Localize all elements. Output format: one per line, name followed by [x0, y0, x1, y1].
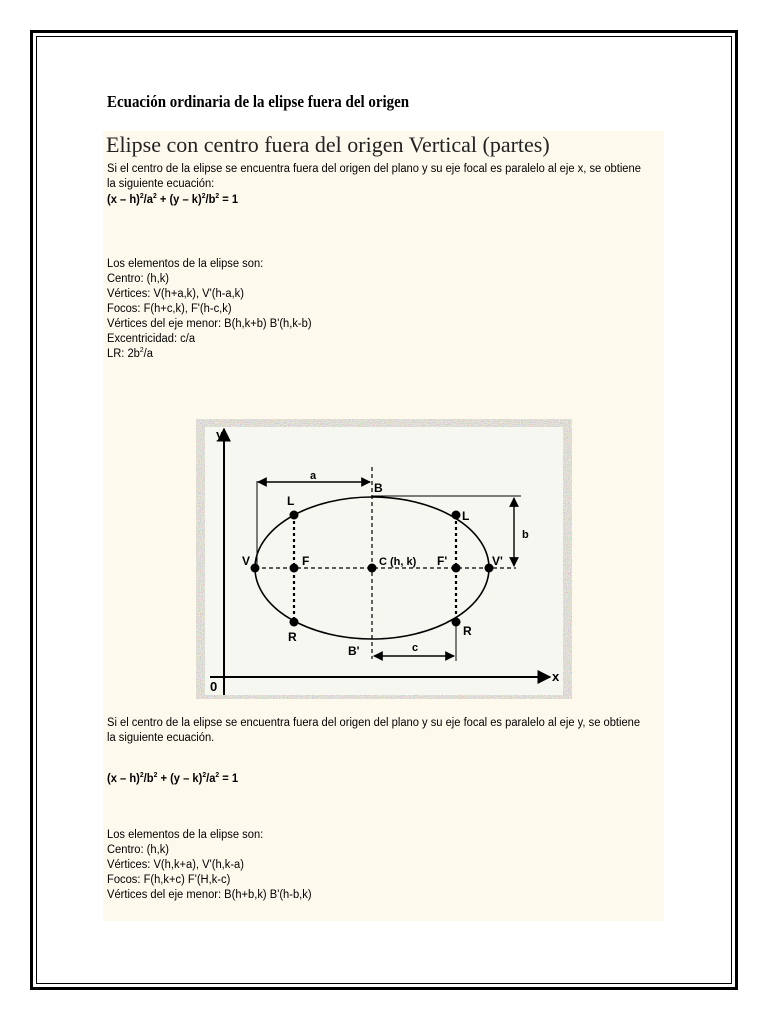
- l-right-point: [452, 511, 461, 520]
- vp-label: V': [492, 554, 503, 568]
- c-label: c: [412, 642, 419, 654]
- list1-centro: Centro: (h,k): [107, 273, 170, 285]
- a-label: a: [310, 470, 317, 482]
- elements-list-2: [107, 828, 495, 903]
- center-label: C (h, k): [379, 556, 417, 568]
- list2-centro: Centro: (h,k): [107, 844, 170, 856]
- elements-title-2: Los elementos de la elipse son:: [107, 829, 264, 841]
- y-axis-label: y: [216, 427, 224, 442]
- l-left-point: [290, 511, 299, 520]
- focus-fp-point: [452, 564, 461, 573]
- section-title: Elipse con centro fuera del origen Vertical (partes): [106, 132, 550, 157]
- x-axis-label: x: [552, 669, 560, 684]
- origin-label: 0: [210, 679, 218, 694]
- list2-focos: Focos: F(h,k+c) F'(H,k-c): [107, 874, 231, 886]
- b-vertex-label: B: [374, 481, 383, 495]
- r-right-label: R: [463, 624, 472, 638]
- focus-f-point: [290, 564, 299, 573]
- fp-label: F': [437, 554, 448, 568]
- intro-text-1: Si el centro de la elipse se encuentra fuera del origen del plano y su eje focal es paralelo al eje x, se obtiene la siguiente ecuación:: [107, 163, 641, 190]
- list1-lr: LR: $2b^2/a$: [107, 347, 153, 360]
- list2-eje-menor: Vértices del eje menor: B(h+b,k) B'(h-b,k): [107, 889, 312, 901]
- v-label: V: [242, 554, 251, 568]
- list1-eje-menor: Vértices del eje menor: B(h,k+b) B'(h,k-b): [107, 318, 312, 330]
- page-heading: Ecuación ordinaria de la elipse fuera del origen: [107, 92, 410, 111]
- l-right-label: L: [462, 509, 470, 523]
- list1-excentricidad: Excentricidad: c/a: [107, 333, 196, 345]
- r-left-label: R: [288, 630, 297, 644]
- intro-paragraph-2: [107, 716, 650, 746]
- list1-focos: Focos: F(h+c,k), F'(h-c,k): [107, 303, 232, 315]
- elements-list-1: [107, 257, 495, 362]
- intro-text-2: Si el centro de la elipse se encuentra fuera del origen del plano y su eje focal es paralelo al eje y, se obtiene la siguiente ecuación.: [107, 717, 641, 744]
- equation-1: $(x - h)^2/a^2 + (y - k)^2/b^2 = 1$: [107, 193, 239, 206]
- list1-vertices: Vértices: V(h+a,k), V'(h-a,k): [107, 288, 244, 300]
- ellipse-diagram: [196, 419, 572, 699]
- center-c-point: [368, 564, 377, 573]
- vertex-v-point: [251, 564, 260, 573]
- list2-vertices: Vértices: V(h,k+a), V'(h,k-a): [107, 859, 244, 871]
- bp-vertex-label: B': [348, 644, 360, 658]
- f-label: F: [302, 554, 310, 568]
- equation-2: $(x - h)^2/b^2 + (y - k)^2/a^2 = 1$: [107, 772, 239, 785]
- l-left-label: L: [287, 494, 295, 508]
- b-label: b: [522, 529, 529, 541]
- r-right-point: [452, 618, 461, 627]
- elements-title-1: Los elementos de la elipse son:: [107, 258, 264, 270]
- intro-paragraph-1: [107, 162, 650, 208]
- r-left-point: [290, 618, 299, 627]
